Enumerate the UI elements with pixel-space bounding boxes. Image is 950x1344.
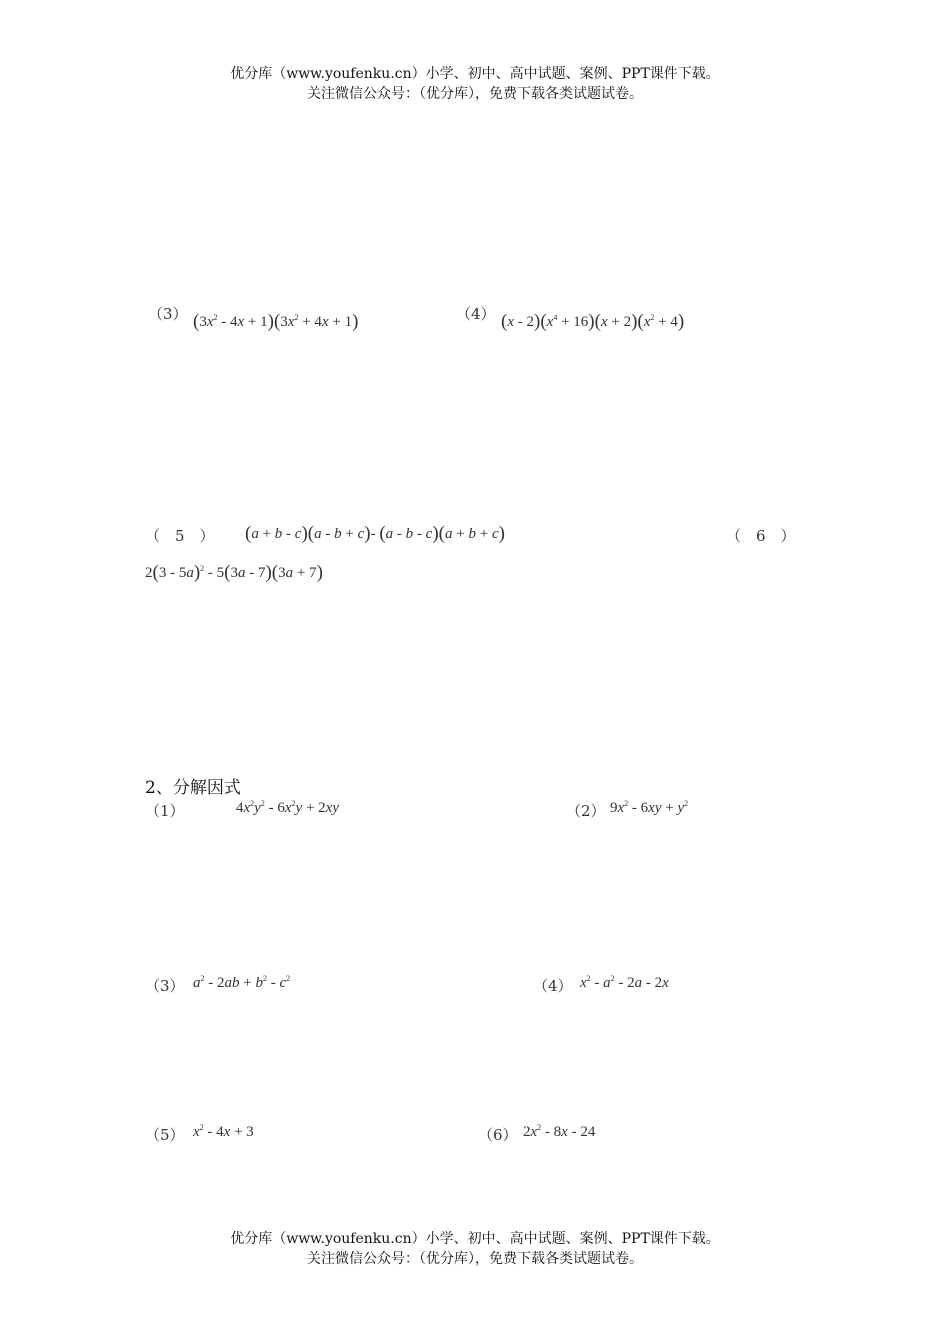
- factor-3-label: （3）: [145, 977, 185, 995]
- problem-4-expression: $(x - 2)(x^4 + 16)(x + 2)(x^2 + 4)$: [501, 311, 685, 332]
- factor-2-label: （2）: [566, 802, 606, 820]
- problem-5-label: （ 5 ）: [145, 527, 215, 545]
- page-footer: [0, 1229, 950, 1269]
- factor-5-expression: $x^2 - 4x + 3$: [193, 1123, 254, 1140]
- header-line-1: 优分库（www.youfenku.cn）小学、初中、高中试题、案例、PPT课件下载。: [230, 66, 720, 82]
- problem-6-expression: 2(3 - 5a)$^2$ - 5(3a - 7)(3a + 7): [145, 562, 323, 583]
- factor-4-expression: $x^2 - a^2 - 2a - 2x$: [580, 974, 669, 991]
- factor-1-label: （1）: [145, 802, 185, 820]
- factor-5-label: （5）: [145, 1126, 185, 1144]
- factor-2-expression: $9x^2 - 6xy + y^2$: [610, 799, 689, 816]
- factor-6-label: （6）: [478, 1126, 518, 1144]
- problem-5-expression: (a + b - c)(a - b + c)- (a - b - c)(a + b + c): [245, 523, 505, 544]
- page-header: [0, 64, 950, 104]
- factor-1-expression: $4x^2y^2 - 6x^2y + 2xy$: [236, 799, 339, 816]
- section-2-title: 2、分解因式: [145, 778, 241, 798]
- footer-line-1: 优分库（www.youfenku.cn）小学、初中、高中试题、案例、PPT课件下载。: [230, 1231, 720, 1247]
- factor-4-label: （4）: [533, 977, 573, 995]
- footer-line-2: 关注微信公众号：（优分库），免费下载各类试题试卷。: [307, 1251, 643, 1267]
- factor-6-expression: $2x^2 - 8x - 24$: [523, 1123, 596, 1140]
- problem-3-label: （3）: [148, 305, 188, 323]
- factor-3-expression: $a^2 - 2ab + b^2 - c^2$: [193, 974, 291, 991]
- problem-6-label: （ 6 ）: [726, 527, 796, 545]
- problem-4-label: （4）: [456, 305, 496, 323]
- header-line-2: 关注微信公众号：（优分库），免费下载各类试题试卷。: [307, 86, 643, 102]
- problem-3-expression: $(3x^2 - 4x + 1)(3x^2 + 4x + 1)$: [193, 311, 359, 332]
